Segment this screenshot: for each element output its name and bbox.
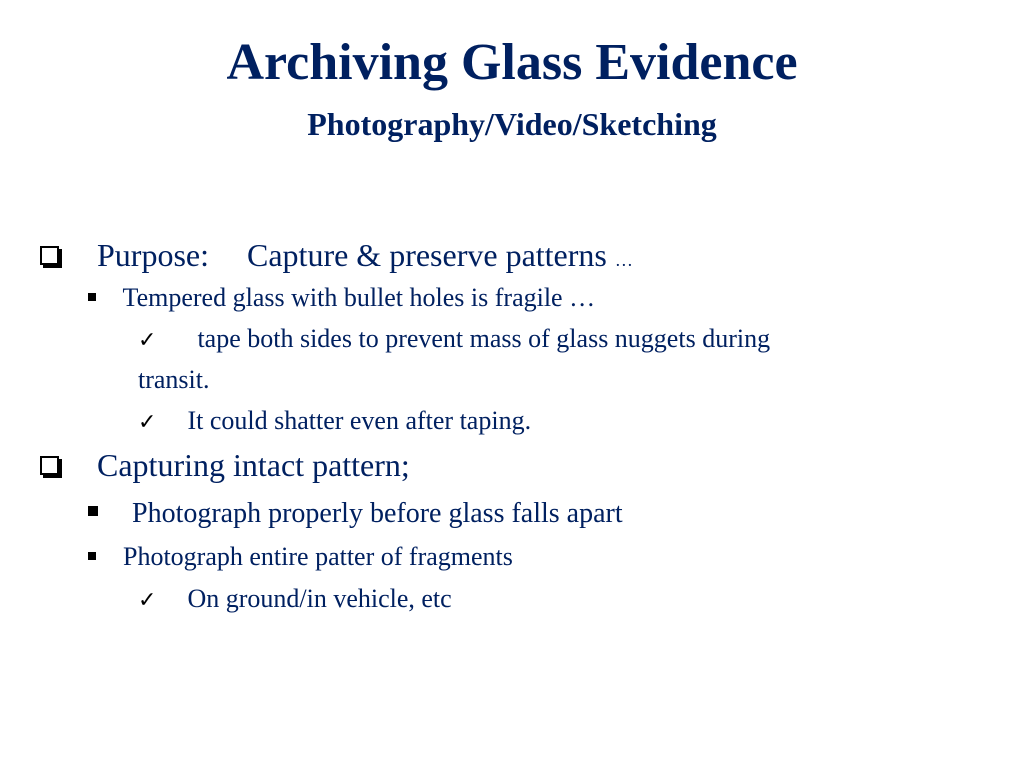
bullet-photograph-entire-text: Photograph entire patter of fragments bbox=[123, 542, 513, 571]
bullet-capturing-intact-pattern-text: Capturing intact pattern; bbox=[97, 447, 410, 483]
bullet-on-ground-text: On ground/in vehicle, etc bbox=[187, 584, 452, 613]
hollow-square-bullet-icon bbox=[40, 246, 59, 265]
checkmark-icon: ✓ bbox=[138, 588, 157, 613]
bullet-purpose bbox=[40, 235, 633, 280]
bullet-tape-both-sides-continuation: transit. bbox=[138, 365, 210, 394]
bullet-shatter bbox=[138, 404, 531, 440]
bullet-photograph-properly bbox=[88, 496, 623, 532]
slide-subtitle: Photography/Video/Sketching bbox=[307, 106, 717, 142]
square-bullet-icon bbox=[88, 552, 96, 560]
bullet-photograph-properly-text: Photograph properly before glass falls apart bbox=[132, 498, 623, 529]
slide-title: Archiving Glass Evidence bbox=[226, 34, 798, 91]
bullet-photograph-entire bbox=[88, 540, 513, 574]
bullet-tempered-glass-text: Tempered glass with bullet holes is fragile … bbox=[122, 283, 596, 312]
bullet-on-ground bbox=[138, 582, 452, 618]
bullet-purpose-text: Capture & preserve patterns bbox=[247, 237, 607, 273]
checkmark-icon: ✓ bbox=[138, 410, 157, 435]
square-bullet-icon bbox=[88, 293, 96, 301]
bullet-tape-both-sides-text: tape both sides to prevent mass of glass nuggets during bbox=[197, 324, 771, 353]
bullet-purpose-label: Purpose: bbox=[97, 237, 209, 273]
checkmark-icon: ✓ bbox=[138, 328, 157, 353]
square-bullet-icon bbox=[88, 506, 98, 516]
bullet-capturing-intact-pattern bbox=[40, 445, 410, 485]
bullet-shatter-text: It could shatter even after taping. bbox=[187, 406, 532, 435]
bullet-purpose-ellipsis: … bbox=[614, 250, 633, 270]
bullet-tempered-glass bbox=[88, 281, 595, 315]
bullet-tape-both-sides bbox=[138, 322, 770, 358]
hollow-square-bullet-icon bbox=[40, 456, 59, 475]
